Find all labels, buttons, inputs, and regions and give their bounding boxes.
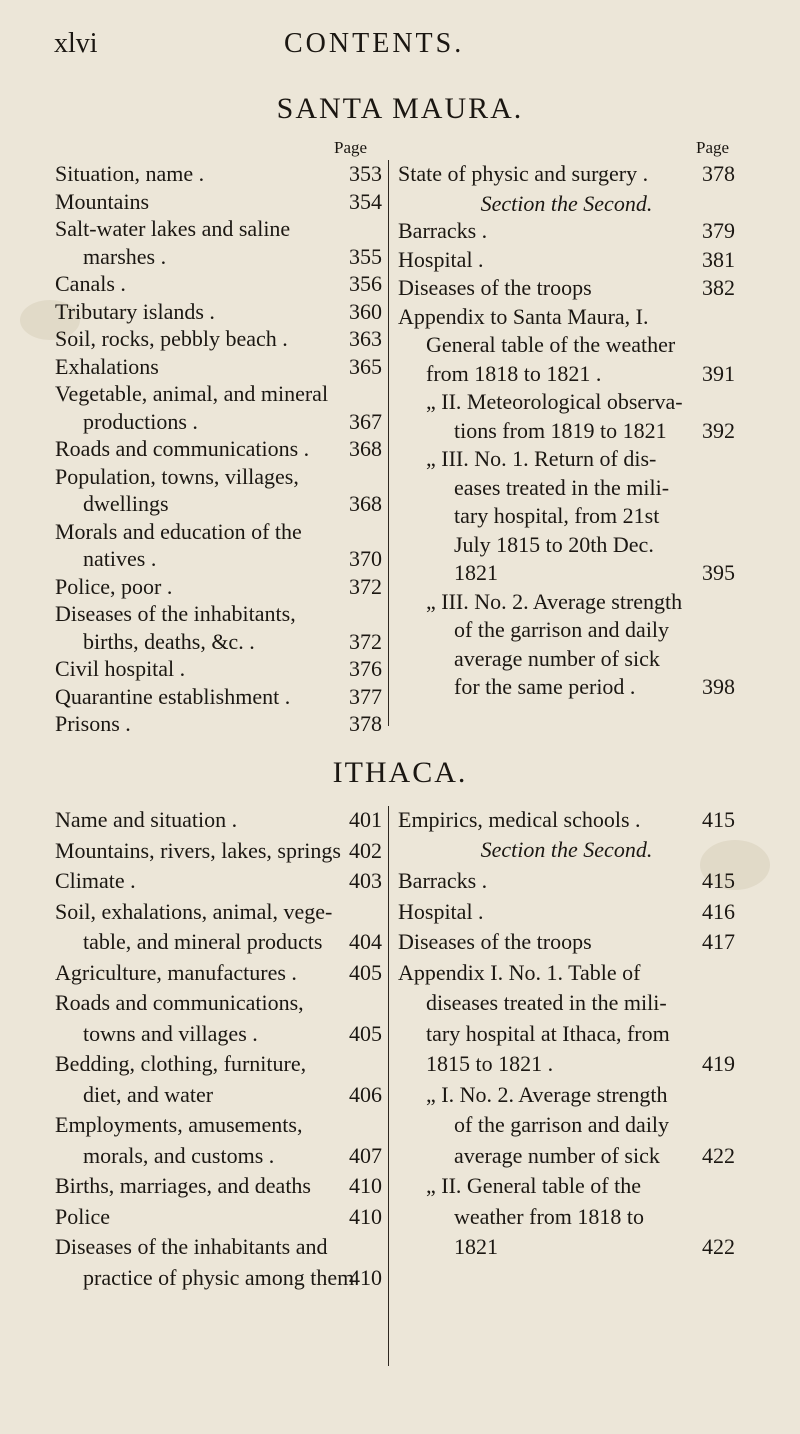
entry-title: Salt-water lakes and saline bbox=[55, 216, 291, 241]
contents-entry bbox=[55, 806, 382, 834]
section-heading-ithaca: ITHACA. bbox=[332, 756, 468, 789]
entry-title: „ I. No. 2. Average strength bbox=[426, 1081, 668, 1107]
entry-title: Soil, rocks, pebbly beach . bbox=[55, 326, 288, 351]
contents-entry bbox=[398, 928, 735, 956]
contents-entry bbox=[454, 502, 735, 530]
ithaca-left-column bbox=[55, 806, 382, 1366]
contents-entry bbox=[426, 989, 735, 1017]
entry-page-number: 368 bbox=[349, 436, 382, 461]
entry-title: Tributary islands . bbox=[55, 298, 215, 324]
entry-page-number: 416 bbox=[702, 898, 735, 924]
contents-entry bbox=[55, 867, 382, 895]
contents-entry bbox=[83, 628, 382, 656]
entry-title: Exhalations bbox=[55, 353, 159, 379]
santa-maura-left-column bbox=[55, 160, 382, 740]
page-label-right: Page bbox=[696, 138, 730, 157]
contents-entry bbox=[55, 518, 382, 546]
entry-page-number: 404 bbox=[349, 929, 382, 954]
contents-entry bbox=[55, 1172, 382, 1200]
contents-entry bbox=[55, 573, 382, 601]
contents-entry bbox=[55, 959, 382, 987]
entry-title: Situation, name . bbox=[55, 161, 205, 186]
contents-entry bbox=[83, 1142, 382, 1170]
entry-title: Employments, amusements, bbox=[55, 1112, 303, 1137]
contents-entry bbox=[454, 417, 735, 445]
contents-entry bbox=[83, 928, 382, 956]
contents-entry bbox=[426, 388, 735, 416]
entry-page-number: 372 bbox=[349, 573, 382, 599]
entry-page-number: 422 bbox=[702, 1142, 735, 1168]
column-rule bbox=[388, 806, 389, 1366]
entry-page-number: 363 bbox=[349, 326, 382, 351]
entry-title: towns and villages . bbox=[83, 1020, 258, 1046]
entry-title: Bedding, clothing, furniture, bbox=[55, 1051, 307, 1076]
entry-title: „ II. Meteorological observa- bbox=[426, 389, 683, 414]
contents-entry bbox=[454, 1233, 735, 1261]
contents-entry bbox=[55, 463, 382, 491]
entry-page-number: 382 bbox=[702, 275, 735, 300]
entry-page-number: 365 bbox=[349, 353, 382, 379]
entry-page-number: 405 bbox=[349, 1020, 382, 1046]
entry-title: 1821 bbox=[454, 1234, 498, 1259]
entry-title: Vegetable, animal, and mineral bbox=[55, 381, 329, 406]
entry-page-number: 376 bbox=[349, 656, 382, 681]
entry-page-number: 395 bbox=[702, 560, 735, 585]
entry-title: of the garrison and daily bbox=[454, 617, 670, 642]
contents-entry bbox=[55, 160, 382, 188]
entry-page-number: 379 bbox=[702, 218, 735, 243]
entry-page-number: 367 bbox=[349, 408, 382, 434]
entry-title: 1815 to 1821 . bbox=[426, 1051, 554, 1076]
entry-title: July 1815 to 20th Dec. bbox=[454, 531, 654, 557]
entry-title: of the garrison and daily bbox=[454, 1112, 670, 1137]
entry-title: Hospital . bbox=[398, 246, 484, 272]
entry-page-number: 410 bbox=[349, 1173, 382, 1198]
contents-entry bbox=[426, 445, 735, 473]
contents-entry bbox=[55, 655, 382, 683]
entry-title: Diseases of the inhabitants and bbox=[55, 1234, 328, 1259]
entry-page-number: 378 bbox=[702, 161, 735, 186]
ithaca-right-column bbox=[398, 806, 735, 1366]
entry-title: Hospital . bbox=[398, 898, 484, 924]
contents-entry bbox=[454, 1142, 735, 1170]
entry-title: natives . bbox=[83, 546, 157, 571]
contents-entry bbox=[55, 353, 382, 381]
entry-page-number: 377 bbox=[349, 683, 382, 709]
contents-entry bbox=[55, 710, 382, 738]
entry-title: Diseases of the troops bbox=[398, 275, 592, 300]
contents-entry bbox=[55, 989, 382, 1017]
contents-entry bbox=[426, 360, 735, 388]
page-label-left: Page bbox=[334, 138, 368, 157]
entry-title: Births, marriages, and deaths bbox=[55, 1173, 311, 1198]
column-rule bbox=[388, 160, 389, 726]
contents-entry bbox=[83, 408, 382, 436]
entry-title: Mountains, rivers, lakes, springs bbox=[55, 837, 341, 863]
entry-page-number: 372 bbox=[349, 628, 382, 654]
entry-page-number: 405 bbox=[349, 959, 382, 985]
entry-title: Civil hospital . bbox=[55, 656, 186, 681]
contents-entry bbox=[83, 1081, 382, 1109]
contents-entry bbox=[426, 1081, 735, 1109]
entry-title: Mountains bbox=[55, 188, 150, 214]
contents-entry bbox=[454, 616, 735, 644]
entry-page-number: 410 bbox=[349, 1264, 382, 1290]
contents-entry bbox=[55, 270, 382, 298]
entry-title: Appendix to Santa Maura, I. bbox=[398, 303, 649, 329]
contents-entry bbox=[426, 1020, 735, 1048]
entry-page-number: 417 bbox=[702, 929, 735, 954]
entry-page-number: 401 bbox=[349, 807, 382, 832]
contents-entry bbox=[454, 1111, 735, 1139]
entry-title: weather from 1818 to bbox=[454, 1203, 644, 1229]
entry-page-number: 403 bbox=[349, 868, 382, 893]
contents-entry bbox=[426, 588, 735, 616]
contents-entry bbox=[398, 898, 735, 926]
contents-entry bbox=[454, 559, 735, 587]
contents-entry bbox=[55, 435, 382, 463]
entry-title: average number of sick bbox=[454, 645, 660, 671]
entry-title: from 1818 to 1821 . bbox=[426, 360, 602, 386]
contents-entry bbox=[83, 545, 382, 573]
entry-title: births, deaths, &c. . bbox=[83, 628, 255, 654]
entry-title: „ III. No. 2. Average strength bbox=[426, 588, 683, 614]
contents-entry bbox=[83, 1020, 382, 1048]
entry-title: Morals and education of the bbox=[55, 518, 302, 544]
entry-title: Roads and communications, bbox=[55, 990, 304, 1015]
entry-page-number: 356 bbox=[349, 271, 382, 296]
entry-page-number: 406 bbox=[349, 1081, 382, 1107]
entry-title: Prisons . bbox=[55, 711, 131, 736]
entry-title: Climate . bbox=[55, 868, 136, 893]
contents-entry bbox=[426, 1172, 735, 1200]
running-head bbox=[0, 28, 800, 68]
contents-entry bbox=[454, 673, 735, 701]
entry-title: average number of sick bbox=[454, 1142, 660, 1168]
entry-title: Roads and communications . bbox=[55, 436, 310, 461]
entry-page-number: 419 bbox=[702, 1051, 735, 1076]
entry-title: table, and mineral products bbox=[83, 929, 323, 954]
contents-entry bbox=[454, 474, 735, 502]
contents-entry bbox=[55, 1203, 382, 1231]
page-folio: xlvi bbox=[54, 28, 98, 59]
entry-page-number: 381 bbox=[702, 246, 735, 272]
entry-page-number: 415 bbox=[702, 868, 735, 893]
entry-title: eases treated in the mili- bbox=[454, 474, 670, 500]
contents-entry bbox=[55, 188, 382, 216]
entry-title: Agriculture, manufactures . bbox=[55, 959, 297, 985]
entry-title: Diseases of the troops bbox=[398, 929, 592, 954]
entry-page-number: 391 bbox=[702, 360, 735, 386]
entry-title: Diseases of the inhabitants, bbox=[55, 601, 296, 626]
contents-entry bbox=[55, 600, 382, 628]
entry-title: morals, and customs . bbox=[83, 1142, 275, 1168]
contents-entry bbox=[454, 1203, 735, 1231]
contents-entry bbox=[55, 215, 382, 243]
contents-entry bbox=[55, 1050, 382, 1078]
contents-entry bbox=[55, 1233, 382, 1261]
entry-title: 1821 bbox=[454, 560, 498, 585]
entry-title: Barracks . bbox=[398, 218, 488, 243]
contents-entry bbox=[55, 837, 382, 865]
entry-page-number: 398 bbox=[702, 674, 735, 699]
contents-entry bbox=[398, 867, 735, 895]
entry-page-number: 378 bbox=[349, 711, 382, 736]
entry-title: „ III. No. 1. Return of dis- bbox=[426, 446, 657, 471]
entry-title: Soil, exhalations, animal, vege- bbox=[55, 898, 333, 924]
contents-entry bbox=[83, 490, 382, 518]
section-heading-santa-maura: SANTA MAURA. bbox=[276, 92, 524, 125]
entry-page-number: 402 bbox=[349, 837, 382, 863]
entry-page-number: 360 bbox=[349, 298, 382, 324]
entry-title: Empirics, medical schools . bbox=[398, 807, 641, 832]
entry-page-number: 407 bbox=[349, 1142, 382, 1168]
contents-entry bbox=[83, 243, 382, 271]
entry-title: practice of physic among them bbox=[83, 1264, 355, 1290]
entry-page-number: 355 bbox=[349, 243, 382, 269]
contents-entry bbox=[454, 645, 735, 673]
contents-entry bbox=[398, 959, 735, 987]
entry-page-number: 415 bbox=[702, 807, 735, 832]
contents-entry bbox=[426, 1050, 735, 1078]
entry-page-number: 368 bbox=[349, 491, 382, 516]
entry-title: tary hospital at Ithaca, from bbox=[426, 1020, 670, 1046]
entry-title: marshes . bbox=[83, 243, 167, 269]
contents-entry bbox=[398, 160, 735, 188]
entry-title: diet, and water bbox=[83, 1081, 214, 1107]
contents-entry bbox=[83, 1264, 382, 1292]
entry-title: Appendix I. No. 1. Table of bbox=[398, 959, 641, 985]
contents-entry bbox=[398, 806, 735, 834]
entry-title: Population, towns, villages, bbox=[55, 463, 299, 489]
entry-title: productions . bbox=[83, 408, 198, 434]
entry-title: General table of the weather bbox=[426, 332, 676, 357]
entry-title: State of physic and surgery . bbox=[398, 161, 649, 186]
entry-title: Police bbox=[55, 1203, 110, 1229]
entry-page-number: 353 bbox=[349, 161, 382, 186]
contents-entry bbox=[398, 217, 735, 245]
entry-title: tary hospital, from 21st bbox=[454, 503, 660, 528]
entry-page-number: 392 bbox=[702, 417, 735, 443]
entry-title: „ II. General table of the bbox=[426, 1173, 641, 1198]
entry-title: Quarantine establishment . bbox=[55, 683, 291, 709]
contents-entry bbox=[398, 303, 735, 331]
entry-page-number: 370 bbox=[349, 546, 382, 571]
contents-entry bbox=[55, 325, 382, 353]
santa-maura-right-column bbox=[398, 160, 735, 740]
entry-page-number: 354 bbox=[349, 188, 382, 214]
contents-entry bbox=[55, 380, 382, 408]
contents-entry bbox=[398, 274, 735, 302]
contents-entry bbox=[398, 246, 735, 274]
contents-entry bbox=[454, 531, 735, 559]
entry-title: Police, poor . bbox=[55, 573, 173, 599]
entry-title: Name and situation . bbox=[55, 807, 238, 832]
contents-entry bbox=[55, 298, 382, 326]
entry-title: tions from 1819 to 1821 bbox=[454, 417, 667, 443]
entry-page-number: 422 bbox=[702, 1234, 735, 1259]
entry-title: dwellings bbox=[83, 491, 169, 516]
entry-title: for the same period . bbox=[454, 674, 636, 699]
contents-entry bbox=[55, 683, 382, 711]
entry-page-number: 410 bbox=[349, 1203, 382, 1229]
section-subheading: Section the Second. bbox=[480, 837, 653, 862]
running-title: CONTENTS. bbox=[284, 28, 465, 59]
entry-title: Barracks . bbox=[398, 868, 488, 893]
entry-title: Canals . bbox=[55, 271, 126, 296]
section-subheading: Section the Second. bbox=[480, 191, 653, 216]
contents-entry bbox=[426, 331, 735, 359]
entry-title: diseases treated in the mili- bbox=[426, 990, 667, 1015]
contents-entry bbox=[55, 898, 382, 926]
contents-entry bbox=[55, 1111, 382, 1139]
